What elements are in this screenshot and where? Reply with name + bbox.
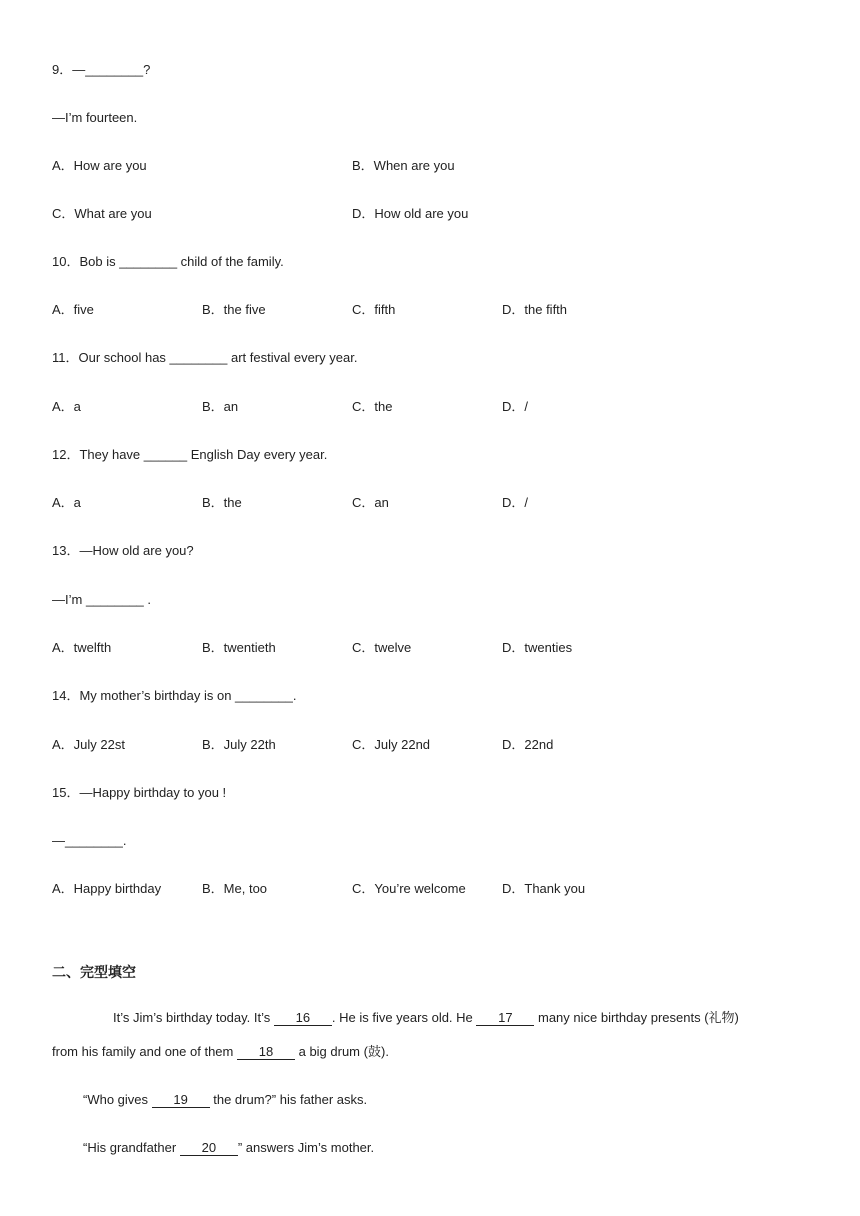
- option-c: C．the: [352, 399, 393, 414]
- passage-text: “His grandfather: [83, 1140, 180, 1155]
- q9-reply: —I’m fourteen.: [52, 110, 138, 125]
- option-d: D．/: [502, 399, 529, 414]
- option-a: A．Happy birthday: [52, 881, 162, 896]
- q10-options: [52, 301, 812, 319]
- option-a: A．a: [52, 495, 81, 510]
- blank-18: 18: [237, 1045, 295, 1060]
- option-c: C．What are you: [52, 206, 152, 221]
- option-b: B．twentieth: [202, 640, 276, 655]
- option-b: B．the five: [202, 302, 266, 317]
- option-d: D．22nd: [502, 737, 554, 752]
- passage-cjk: 礼物: [708, 1011, 735, 1026]
- passage-text: ” answers Jim’s mother.: [237, 1140, 375, 1155]
- option-d: D．twenties: [502, 640, 573, 655]
- passage-text: ): [734, 1010, 739, 1025]
- q13-stem: 13．—How old are you?: [52, 543, 194, 558]
- option-c: C．an: [352, 495, 389, 510]
- blank-19: 19: [152, 1093, 210, 1108]
- q14-options: [52, 736, 812, 754]
- option-d: D．How old are you: [352, 206, 469, 221]
- q14-stem: 14．My mother’s birthday is on ________.: [52, 688, 297, 703]
- passage-line-4: [83, 1139, 374, 1157]
- option-a: A．July 22st: [52, 737, 125, 752]
- q13-options: [52, 639, 812, 657]
- q10-stem: 10．Bob is ________ child of the family.: [52, 254, 284, 269]
- passage-line-1: [113, 1009, 739, 1028]
- blank-16: 16: [274, 1011, 332, 1026]
- q15-stem: 15．—Happy birthday to you !: [52, 785, 227, 800]
- option-c: C．July 22nd: [352, 737, 431, 752]
- option-b: B．When are you: [352, 158, 455, 173]
- option-c: C．fifth: [352, 302, 396, 317]
- option-b: B．July 22th: [202, 737, 276, 752]
- passage-line-3: [83, 1091, 367, 1109]
- passage-cjk: 鼓: [367, 1045, 381, 1060]
- q13-reply: —I’m ________ .: [52, 592, 152, 607]
- option-b: B．the: [202, 495, 242, 510]
- passage-text: “Who gives: [83, 1092, 152, 1107]
- option-d: D．/: [502, 495, 529, 510]
- passage-text: . He is five years old. He: [331, 1010, 477, 1025]
- passage-text: from his family and one of them: [52, 1044, 237, 1059]
- option-a: A．How are you: [52, 158, 147, 173]
- option-c: C．You’re welcome: [352, 881, 466, 896]
- option-b: B．Me, too: [202, 881, 268, 896]
- q15-options: [52, 880, 812, 898]
- blank-20: 20: [180, 1141, 238, 1156]
- section-title: 二、完型填空: [52, 965, 136, 981]
- option-a: A．five: [52, 302, 94, 317]
- q11-stem: 11．Our school has ________ art festival every year.: [52, 350, 358, 365]
- passage-text: It’s Jim’s birthday today. It’s: [113, 1010, 274, 1025]
- passage-text: many nice birthday presents (: [534, 1010, 709, 1025]
- passage-text: a big drum (: [294, 1044, 368, 1059]
- blank-17: 17: [476, 1011, 534, 1026]
- option-b: B．an: [202, 399, 239, 414]
- q11-options: [52, 398, 812, 416]
- option-d: D．the fifth: [502, 302, 568, 317]
- option-d: D．Thank you: [502, 881, 586, 896]
- passage-text: ).: [380, 1044, 389, 1059]
- q12-stem: 12．They have ______ English Day every year.: [52, 447, 328, 462]
- q9-stem: 9．—________?: [52, 62, 151, 77]
- option-a: A．twelfth: [52, 640, 112, 655]
- q12-options: [52, 494, 812, 512]
- passage-text: the drum?” his father asks.: [209, 1092, 368, 1107]
- q9-options-2: [52, 205, 812, 223]
- passage-line-2: [52, 1043, 389, 1062]
- option-a: A．a: [52, 399, 81, 414]
- q9-options: [52, 157, 812, 175]
- option-c: C．twelve: [352, 640, 412, 655]
- q15-reply: —________.: [52, 833, 127, 848]
